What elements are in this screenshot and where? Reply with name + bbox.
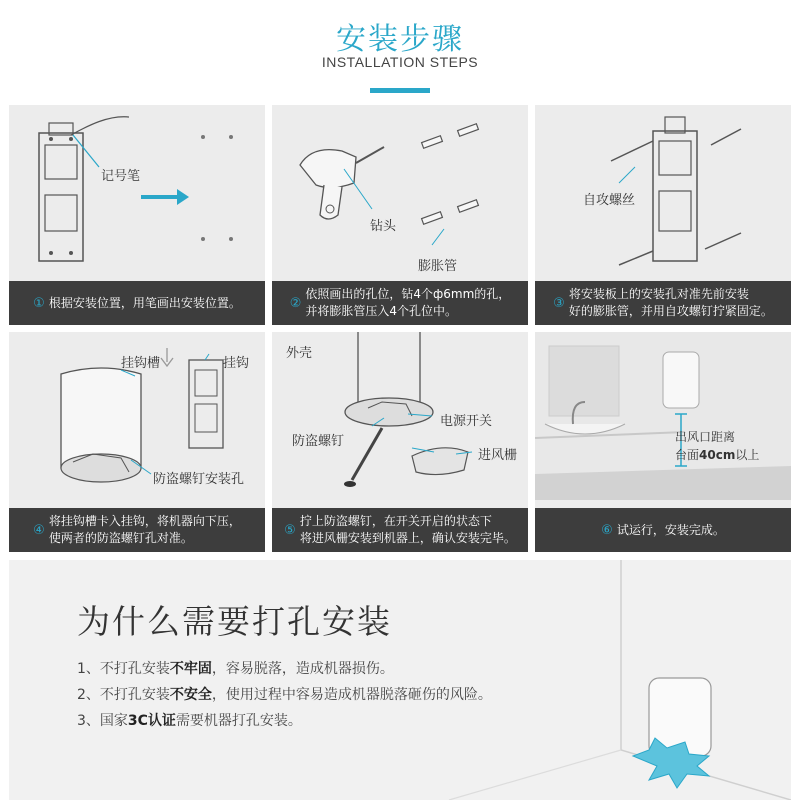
reason-item [77, 656, 492, 682]
reason-prefix: 3、国家 [77, 713, 128, 729]
installed-unit-scene-illustration [535, 332, 791, 500]
label-air-inlet-grille: 进风栅 [478, 448, 518, 463]
step-number: ④ [33, 522, 45, 538]
reason-emphasis: 不安全 [169, 687, 212, 703]
label-anti-theft-screw-hole: 防盗螺钉安装孔 [153, 472, 245, 487]
page-subtitle: INSTALLATION STEPS [321, 54, 479, 70]
reason-item [77, 682, 492, 708]
label-shell: 外壳 [286, 346, 313, 361]
label-expansion-anchor: 膨胀管 [418, 259, 458, 274]
label-power-switch: 电源开关 [440, 414, 493, 429]
step-text: 将安装板上的安装孔对准先前安装 好的膨胀管，并用自攻螺钉拧紧固定。 [568, 287, 773, 318]
reason-emphasis: 不牢固 [169, 661, 212, 677]
step-6-panel [535, 332, 791, 552]
step-number: ① [33, 295, 45, 311]
reasons-list [77, 656, 492, 734]
label-marker-pen: 记号笔 [101, 169, 141, 184]
step-4-caption [9, 508, 265, 552]
step-2-panel [272, 105, 528, 325]
step-text: 根据安装位置，用笔画出安装位置。 [48, 295, 241, 310]
step-6-caption [535, 508, 791, 552]
step-1-caption [9, 281, 265, 325]
label-hook-slot: 挂钩槽 [121, 356, 161, 371]
step-3-panel [535, 105, 791, 325]
label-distance-line1: 出风口距离 [675, 430, 736, 444]
step-number: ⑥ [601, 522, 613, 538]
label-anti-theft-screw: 防盗螺钉 [292, 434, 345, 449]
step-text: 将挂钩槽卡入挂钩，将机器向下压， 使两者的防盗螺钉孔对准。 [48, 514, 241, 545]
step-number: ⑤ [284, 522, 296, 538]
step-3-caption [535, 281, 791, 325]
step-1-panel [9, 105, 265, 325]
screw-fixing-illustration [535, 105, 791, 273]
label-self-tapping-screw: 自攻螺丝 [583, 193, 636, 208]
step-5-panel [272, 332, 528, 552]
step-text: 拧上防盗螺钉，在开关开启的状态下 将进风栅安装到机器上，确认安装完毕。 [299, 514, 516, 545]
distance-suffix: 以上 [735, 448, 760, 462]
distance-prefix: 台面 [675, 448, 700, 462]
page-title: 安装步骤 [336, 22, 464, 57]
why-title: 为什么需要打孔安装 [77, 602, 392, 641]
reason-prefix: 1、不打孔安装 [77, 661, 170, 677]
reason-suffix: ，容易脱落，造成机器损伤。 [211, 661, 394, 677]
step-number: ③ [553, 295, 565, 311]
distance-value: 40cm [699, 448, 736, 462]
step-5-caption [272, 508, 528, 552]
why-drill-section [9, 560, 791, 800]
label-hook: 挂钩 [223, 356, 250, 371]
reason-emphasis: 3C认证 [127, 713, 176, 729]
step-text: 依照画出的孔位，钻4个ф6mm的孔， 并将膨胀管压入4个孔位中。 [305, 287, 511, 318]
steps-grid [9, 105, 791, 553]
label-distance-line2 [675, 446, 759, 463]
title-underline [370, 88, 430, 93]
mounting-plate-marking-illustration [9, 105, 265, 273]
step-4-panel [9, 332, 265, 552]
label-drill-bit: 钻头 [370, 219, 397, 234]
reason-suffix: ，使用过程中容易造成机器脱落砸伤的风险。 [211, 687, 492, 703]
reason-prefix: 2、不打孔安装 [77, 687, 170, 703]
step-number: ② [289, 295, 302, 311]
drill-and-anchor-illustration [272, 105, 528, 273]
header [0, 0, 800, 100]
reason-item [77, 708, 492, 734]
step-2-caption [272, 281, 528, 325]
reason-suffix: 需要机器打孔安装。 [175, 713, 302, 729]
step-text: 试运行，安装完成。 [616, 522, 725, 537]
